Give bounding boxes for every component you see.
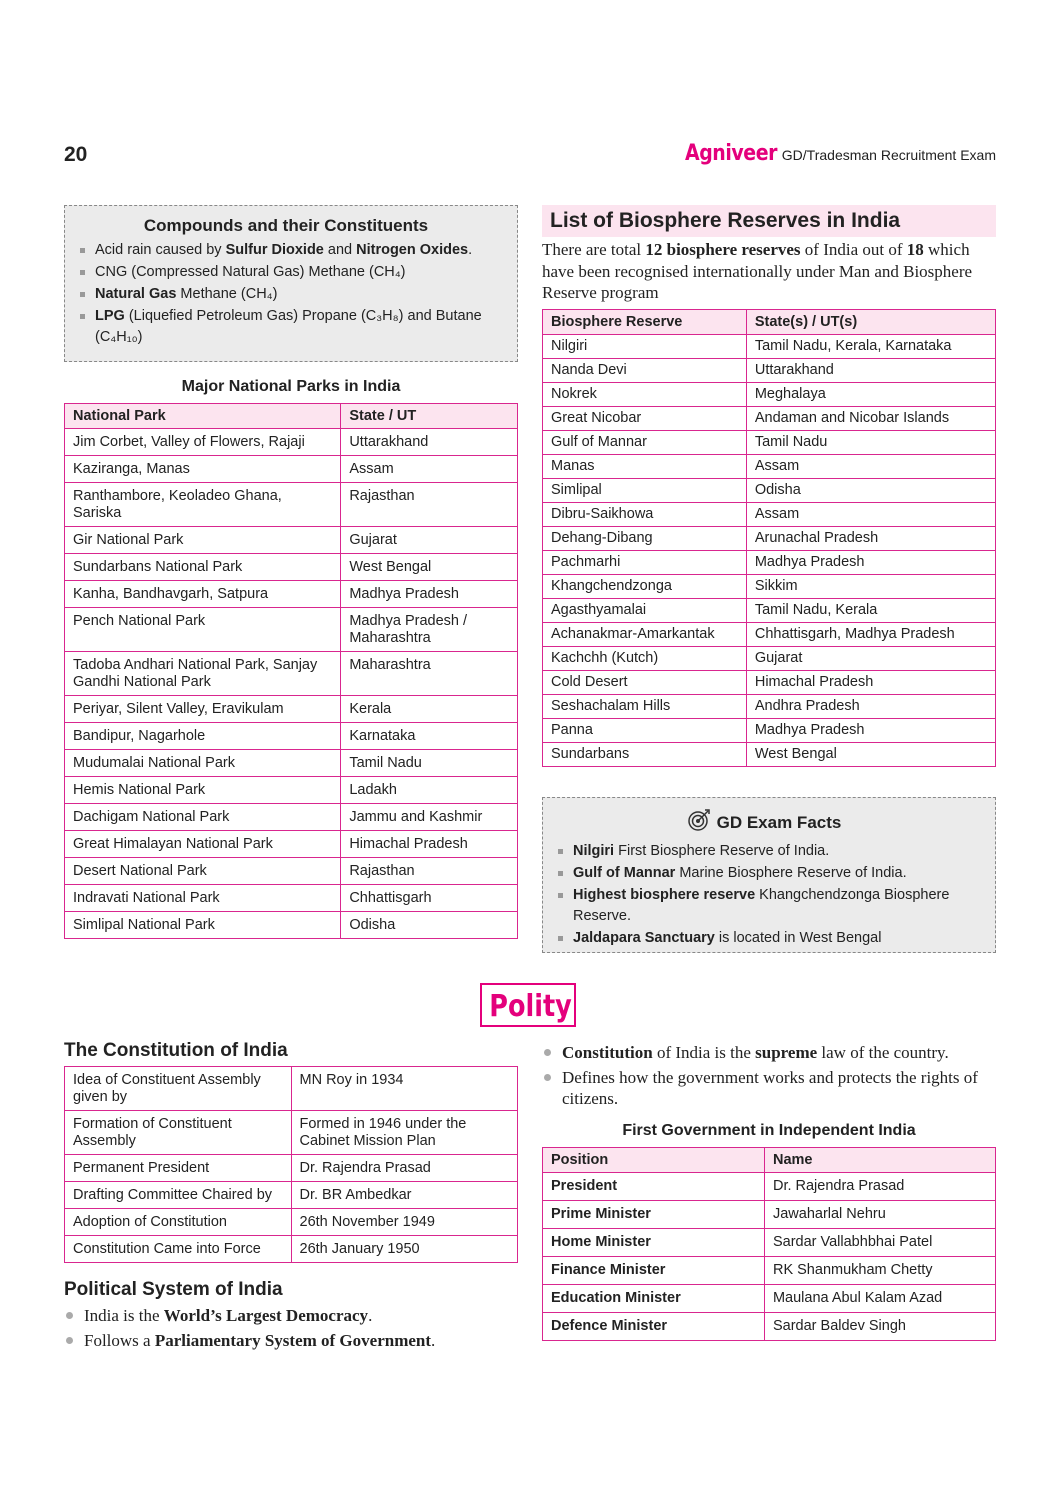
table-cell: Assam: [746, 502, 995, 526]
table-row: [65, 696, 518, 723]
table-row: [65, 527, 518, 554]
table-cell: Permanent President: [65, 1155, 292, 1182]
table-cell: Gir National Park: [65, 527, 341, 554]
table-cell: Maulana Abul Kalam Azad: [764, 1285, 995, 1313]
first-government-section: [542, 1122, 996, 1341]
table-cell: Dibru-Saikhowa: [543, 502, 747, 526]
national-parks-section: [64, 378, 518, 939]
table-cell: Nanda Devi: [543, 358, 747, 382]
list-item: Constitution of India is the supreme law of the country.: [542, 1042, 996, 1063]
table-cell: Formed in 1946 under the Cabinet Mission Plan: [291, 1111, 518, 1155]
national-parks-table: [64, 403, 518, 939]
table-cell: Himachal Pradesh: [746, 670, 995, 694]
table-cell: Madhya Pradesh: [746, 550, 995, 574]
table-cell: 26th January 1950: [291, 1236, 518, 1263]
header-subtitle: GD/Tradesman Recruitment Exam: [781, 147, 996, 163]
table-cell: Indravati National Park: [65, 885, 341, 912]
biosphere-section: [542, 205, 996, 767]
gd-facts-list: [543, 841, 985, 949]
list-item: Highest biosphere reserve Khangchendzonga Biosphere Reserve.: [543, 885, 985, 927]
table-cell: Jim Corbet, Valley of Flowers, Rajaji: [65, 429, 341, 456]
table-cell: West Bengal: [746, 742, 995, 766]
table-row: [543, 598, 996, 622]
table-cell: Madhya Pradesh: [341, 581, 518, 608]
constitution-title: The Constitution of India: [64, 1040, 288, 1061]
table-cell: Rajasthan: [341, 858, 518, 885]
table-cell: Dachigam National Park: [65, 804, 341, 831]
table-row: [65, 652, 518, 696]
table-cell: Odisha: [746, 478, 995, 502]
table-cell: Adoption of Constitution: [65, 1209, 292, 1236]
target-icon: [687, 808, 711, 837]
table-cell: Uttarakhand: [341, 429, 518, 456]
table-cell: Defence Minister: [543, 1313, 765, 1341]
constitution-section: [64, 1040, 518, 1263]
list-item: Follows a Parliamentary System of Government.: [64, 1330, 518, 1351]
table-cell: 26th November 1949: [291, 1209, 518, 1236]
list-item: Acid rain caused by Sulfur Dioxide and Nitrogen Oxides.: [65, 240, 507, 261]
column-header: Name: [764, 1148, 995, 1173]
table-cell: MN Roy in 1934: [291, 1067, 518, 1111]
list-item: India is the World’s Largest Democracy.: [64, 1305, 518, 1326]
table-cell: Gujarat: [746, 646, 995, 670]
table-cell: Finance Minister: [543, 1257, 765, 1285]
table-row: [543, 622, 996, 646]
biosphere-intro: There are total 12 biosphere reserves of India out of 18 which have been recognised internationally under Man and Biosphere Reserve program: [542, 240, 973, 302]
table-row: [543, 334, 996, 358]
table-row: [543, 526, 996, 550]
table-cell: Home Minister: [543, 1229, 765, 1257]
gd-facts-heading: [543, 808, 985, 837]
table-row: [543, 502, 996, 526]
table-row: [543, 646, 996, 670]
table-header-row: [543, 309, 996, 334]
table-cell: Assam: [746, 454, 995, 478]
table-row: [65, 1067, 518, 1111]
table-cell: Meghalaya: [746, 382, 995, 406]
table-cell: Great Nicobar: [543, 406, 747, 430]
table-cell: Karnataka: [341, 723, 518, 750]
table-row: [543, 1257, 996, 1285]
table-cell: Mudumalai National Park: [65, 750, 341, 777]
table-cell: Andaman and Nicobar Islands: [746, 406, 995, 430]
table-cell: Cold Desert: [543, 670, 747, 694]
column-header: State(s) / UT(s): [746, 309, 995, 334]
page-number: 20: [64, 143, 88, 166]
table-row: [65, 456, 518, 483]
table-row: [543, 1173, 996, 1201]
constitution-body: [65, 1067, 518, 1263]
table-row: [543, 430, 996, 454]
table-cell: Himachal Pradesh: [341, 831, 518, 858]
table-cell: Prime Minister: [543, 1201, 765, 1229]
table-cell: Nokrek: [543, 382, 747, 406]
table-row: [65, 885, 518, 912]
table-cell: Dr. Rajendra Prasad: [764, 1173, 995, 1201]
table-cell: Chhattisgarh: [341, 885, 518, 912]
constitution-facts: [542, 1042, 996, 1113]
table-row: [543, 1285, 996, 1313]
table-cell: Sundarbans: [543, 742, 747, 766]
table-row: [65, 483, 518, 527]
table-cell: Desert National Park: [65, 858, 341, 885]
table-row: [65, 804, 518, 831]
table-cell: Ranthambore, Keoladeo Ghana, Sariska: [65, 483, 341, 527]
table-row: [65, 429, 518, 456]
table-row: [65, 723, 518, 750]
table-cell: Tamil Nadu, Kerala, Karnataka: [746, 334, 995, 358]
constitution-facts-list: [542, 1042, 996, 1109]
table-cell: Arunachal Pradesh: [746, 526, 995, 550]
table-row: [543, 718, 996, 742]
table-cell: Maharashtra: [341, 652, 518, 696]
table-cell: Gujarat: [341, 527, 518, 554]
column-header: Biosphere Reserve: [543, 309, 747, 334]
compounds-box: [64, 205, 518, 362]
table-cell: Odisha: [341, 912, 518, 939]
first-government-caption: First Government in Independent India: [622, 1122, 916, 1139]
table-cell: Pench National Park: [65, 608, 341, 652]
table-row: [543, 670, 996, 694]
table-cell: Kachchh (Kutch): [543, 646, 747, 670]
table-row: [543, 478, 996, 502]
column-header: State / UT: [341, 404, 518, 429]
biosphere-body: [543, 334, 996, 766]
table-cell: President: [543, 1173, 765, 1201]
list-item: LPG (Liquefied Petroleum Gas) Propane (C₃H₈) and Butane (C₄H₁₀): [65, 306, 507, 348]
list-item: Natural Gas Methane (CH₄): [65, 284, 507, 305]
table-cell: Education Minister: [543, 1285, 765, 1313]
table-cell: Sundarbans National Park: [65, 554, 341, 581]
table-row: [543, 1313, 996, 1341]
table-cell: Hemis National Park: [65, 777, 341, 804]
table-row: [65, 777, 518, 804]
table-row: [543, 574, 996, 598]
table-cell: Tadoba Andhari National Park, Sanjay Gandhi National Park: [65, 652, 341, 696]
table-cell: Assam: [341, 456, 518, 483]
table-row: [543, 1201, 996, 1229]
table-cell: Sardar Vallabhbhai Patel: [764, 1229, 995, 1257]
table-cell: Constitution Came into Force: [65, 1236, 292, 1263]
first-government-body: [543, 1173, 996, 1341]
table-cell: Kerala: [341, 696, 518, 723]
national-parks-body: [65, 429, 518, 939]
table-cell: Seshachalam Hills: [543, 694, 747, 718]
table-cell: Dehang-Dibang: [543, 526, 747, 550]
table-row: [543, 382, 996, 406]
list-item: Gulf of Mannar Marine Biosphere Reserve of India.: [543, 863, 985, 884]
table-cell: Nilgiri: [543, 334, 747, 358]
table-cell: Achanakmar-Amarkantak: [543, 622, 747, 646]
table-cell: Jammu and Kashmir: [341, 804, 518, 831]
table-cell: Sardar Baldev Singh: [764, 1313, 995, 1341]
table-row: [543, 694, 996, 718]
table-row: [65, 1209, 518, 1236]
table-row: [65, 554, 518, 581]
gd-facts-title: GD Exam Facts: [716, 812, 842, 832]
table-header-row: [65, 404, 518, 429]
table-row: [65, 1236, 518, 1263]
compounds-list: [65, 240, 507, 348]
table-row: [543, 550, 996, 574]
table-cell: RK Shanmukham Chetty: [764, 1257, 995, 1285]
table-cell: Gulf of Mannar: [543, 430, 747, 454]
biosphere-title: List of Biosphere Reserves in India: [542, 205, 996, 237]
political-system-list: [64, 1305, 518, 1351]
brand-logo: Agniveer: [684, 141, 777, 166]
list-item: Nilgiri First Biosphere Reserve of India.: [543, 841, 985, 862]
table-cell: West Bengal: [341, 554, 518, 581]
table-cell: Chhattisgarh, Madhya Pradesh: [746, 622, 995, 646]
table-row: [65, 912, 518, 939]
running-header: [670, 141, 996, 166]
polity-section-tag: Polity: [480, 983, 576, 1027]
table-cell: Kaziranga, Manas: [65, 456, 341, 483]
table-cell: Formation of Constituent Assembly: [65, 1111, 292, 1155]
list-item: CNG (Compressed Natural Gas) Methane (CH₄): [65, 262, 507, 283]
table-header-row: [543, 1148, 996, 1173]
table-cell: Dr. BR Ambedkar: [291, 1182, 518, 1209]
table-cell: Idea of Constituent Assembly given by: [65, 1067, 292, 1111]
table-cell: Jawaharlal Nehru: [764, 1201, 995, 1229]
table-row: [65, 581, 518, 608]
table-cell: Rajasthan: [341, 483, 518, 527]
table-row: [65, 608, 518, 652]
table-cell: Tamil Nadu, Kerala: [746, 598, 995, 622]
table-cell: Drafting Committee Chaired by: [65, 1182, 292, 1209]
table-row: [543, 358, 996, 382]
table-cell: Bandipur, Nagarhole: [65, 723, 341, 750]
table-row: [543, 1229, 996, 1257]
table-cell: Kanha, Bandhavgarh, Satpura: [65, 581, 341, 608]
table-cell: Dr. Rajendra Prasad: [291, 1155, 518, 1182]
first-government-table: [542, 1147, 996, 1341]
table-cell: Agasthyamalai: [543, 598, 747, 622]
table-cell: Tamil Nadu: [341, 750, 518, 777]
table-cell: Ladakh: [341, 777, 518, 804]
column-header: National Park: [65, 404, 341, 429]
table-row: [65, 831, 518, 858]
table-cell: Simlipal: [543, 478, 747, 502]
table-cell: Manas: [543, 454, 747, 478]
list-item: Jaldapara Sanctuary is located in West Bengal: [543, 928, 985, 949]
table-row: [65, 1155, 518, 1182]
table-row: [65, 1182, 518, 1209]
compounds-title: Compounds and their Constituents: [143, 216, 429, 235]
table-row: [543, 742, 996, 766]
table-cell: Madhya Pradesh / Maharashtra: [341, 608, 518, 652]
political-system-section: [64, 1279, 518, 1355]
political-system-title: Political System of India: [64, 1279, 283, 1300]
biosphere-table: [542, 309, 996, 767]
table-cell: Andhra Pradesh: [746, 694, 995, 718]
table-cell: Panna: [543, 718, 747, 742]
table-cell: Periyar, Silent Valley, Eravikulam: [65, 696, 341, 723]
constitution-table: [64, 1066, 518, 1263]
table-cell: Khangchendzonga: [543, 574, 747, 598]
table-cell: Madhya Pradesh: [746, 718, 995, 742]
list-item: Defines how the government works and protects the rights of citizens.: [542, 1067, 996, 1109]
gd-facts-box: [542, 797, 996, 953]
table-cell: Pachmarhi: [543, 550, 747, 574]
national-parks-caption: Major National Parks in India: [181, 378, 401, 395]
table-row: [65, 750, 518, 777]
table-cell: Sikkim: [746, 574, 995, 598]
table-row: [543, 406, 996, 430]
table-cell: Tamil Nadu: [746, 430, 995, 454]
column-header: Position: [543, 1148, 765, 1173]
table-cell: Great Himalayan National Park: [65, 831, 341, 858]
table-row: [65, 858, 518, 885]
table-cell: Uttarakhand: [746, 358, 995, 382]
table-row: [543, 454, 996, 478]
table-row: [65, 1111, 518, 1155]
table-cell: Simlipal National Park: [65, 912, 341, 939]
